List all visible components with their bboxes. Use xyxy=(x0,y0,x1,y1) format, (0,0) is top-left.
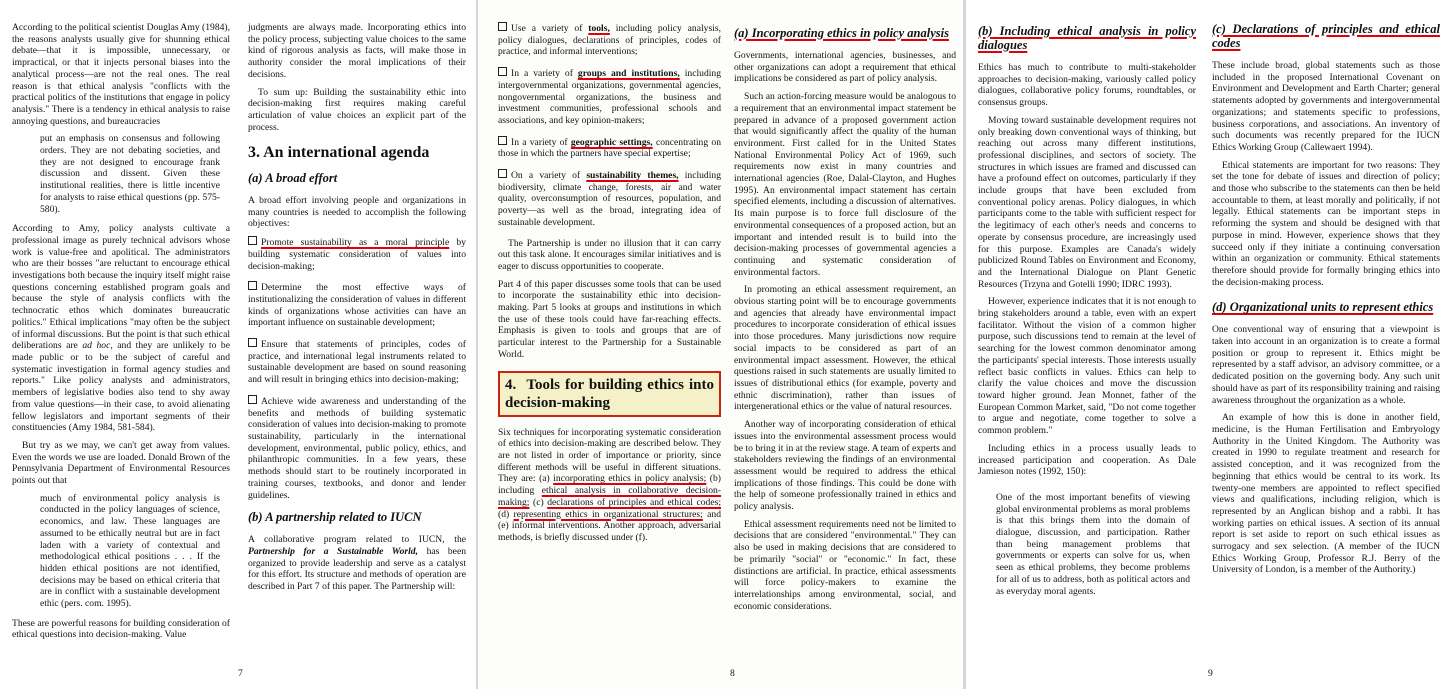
paragraph: Including ethics in a process usually leads to increased participation and cooperation. As Dale Jamieson notes (1992, 150): xyxy=(978,442,1196,478)
section-heading: 3. An international agenda xyxy=(248,144,430,162)
paragraph: In promoting an ethical assessment requirement, an obvious starting point will be to encourage governments and agencies that already have environmental impact procedures to incorporate consideration of ethical issues into those procedures. Many jurisdictions now require social impacts to be considered as part of an environmental impact assessment. However, the ethical questions raised in such statements are usually limited to issues of distributional ethics (for example, poverty and ethnic discrimination), rather than issues of intergenerational ethics or the value of natural resources. xyxy=(734,284,956,413)
paragraph: Moving toward sustainable development requires not only breaking down conventional ways of thinking, but reaching out across many different institutions, professional disciplines, and sectors of society. The structures in which issues are framed and discussed can have a profound effect on outcomes, particularly if they include groups that have been excluded from conventional policy arenas. Policy dialogues, in which participants come to the table with sufficient respect for the legitimacy of each other's needs and concerns to operate by consensus procedure, are increasingly used for this purpose. Examples are Canada's widely publicized Round Tables on Environment and Economy, and the International Dialogue on Plant Genetic Resources (Trzyna and Gotelli 1990; IDRC 1993). xyxy=(978,114,1196,290)
paragraph: One conventional way of ensuring that a viewpoint is taken into account in an organization is to create a formal position or group to represent it. Ethics might be represented by a staff advisor, an advisory committee, or a dedicated position on the governing body. Any such unit should have as part of its responsibility training and raising awareness throughout the organization as a whole. xyxy=(1212,324,1440,406)
checkbox-icon xyxy=(498,22,507,31)
page-7-right-column xyxy=(248,22,466,599)
paragraph: The Partnership is under no illusion that it can carry out this task alone. It encourages similar initiatives and is eager to discuss opportunities to cooperate. xyxy=(498,237,721,272)
paragraph: Such an action-forcing measure would be analogous to a requirement that an environmental impact statement be prepared in advance of a proposed government action that would significantly affect the quality of the human environment. First called for in the United States National Environmental Policy Act of 1969, such requirements now exist in many countries and international agencies (Roe, Dalal-Clayton, and Hughes 1995). An environmental impact statement has certain specified elements, including a discussion of alternatives. Its main purpose is to force full disclosure of the environmental consequences of a proposed action, but an important and intended result is to build into the decision-making processes of governmental agencies a continuing and systematic consideration of environmental factors. xyxy=(734,91,956,278)
checkbox-icon xyxy=(248,236,257,245)
paragraph: judgments are always made. Incorporating ethics into the policy process, subjecting value choices to the same kind of rigorous analysis as facts, will make those in authority consider the moral implications of their decisions. xyxy=(248,22,466,80)
section-number: 4. xyxy=(505,376,517,393)
page-7 xyxy=(0,0,476,689)
paragraph: Ethics has much to contribute to multi-stakeholder approaches to decision-making, variously called policy dialogues, collaborative policy forums, roundtables, or consensus groups. xyxy=(978,62,1196,109)
checkbox-icon xyxy=(498,169,507,178)
paragraph: To sum up: Building the sustainability ethic into decision-making first requires making careful articulation of value choices an explicit part of the process. xyxy=(248,86,466,133)
page-number: 9 xyxy=(1208,668,1213,679)
paragraph: Part 4 of this paper discusses some tools that can be used to incorporate the sustainability ethic into decision-making. Part 5 looks at groups and institutions in which the use of these tools could have far-reaching effects. Emphasis is given to tools and groups that are of particular interest to the Partnership for a Sustainable World. xyxy=(498,278,721,360)
paragraph: A broad effort involving people and organizations in many countries is needed to accomplish the following objectives: xyxy=(248,195,466,230)
checkbox-icon xyxy=(248,338,257,347)
subsection-heading: (d) Organizational units to represent ethics xyxy=(1212,300,1434,315)
block-quote: put an emphasis on consensus and following orders. They are not debating societies, and they are not designed to encourage frank discussion and dissent. Given these institutional realities, there is little incentive for analysts to raise ethical questions (pp. 575-580). xyxy=(40,133,220,215)
subsection-heading: (a) A broad effort xyxy=(248,171,338,186)
section-heading: Tools for building ethics into decision-making xyxy=(505,376,714,411)
objective-item: Promote sustainability as a moral principle by building systematic consideration of values into decision-making; xyxy=(248,237,466,272)
checkbox-icon xyxy=(498,67,507,76)
paragraph: However, experience indicates that it is not enough to bring stakeholders around a table, even with an expert facilitator. Without the vision of a common higher purpose, such discussions tend to remain at the level of searching for the lowest common denominator among the participants' special interests. Those interests usually reflect basic conflicts in values. Ethics can help to clarify the value choices and move the discussion toward higher ground. Jean Monnet, father of the European Common Market, said, "Do not come together to argue and negotiate, come together to solve a common problem." xyxy=(978,296,1196,437)
subsection-heading: (c) Declarations of principles and ethical codes xyxy=(1212,22,1440,50)
page-9 xyxy=(966,0,1456,689)
subsection-heading: (b) Including ethical analysis in policy dialogues xyxy=(978,24,1196,52)
paragraph: A collaborative program related to IUCN, the Partnership for a Sustainable World, has been organized to provide leadership and serve as a catalyst for this effort. Its structure and methods of operation are described in Part 7 of this paper. The Partnership will: xyxy=(248,534,466,593)
page-8-left-column xyxy=(498,22,721,550)
objective-item: In a variety of geographic settings, concentrating on those in which the partners have special expertise; xyxy=(498,136,721,160)
page-number: 7 xyxy=(238,668,243,679)
paragraph: An example of how this is done in another field, medicine, is the Human Fertilisation and Embryology Authority in the United Kingdom. The Authority was created in 1990 to regulate treatment and research for assisted conception, and it was recognized from the beginning that ethics would be central to its work. Its twenty-one members are appointed to reflect specified views and qualifications, including religion, which is represented by an Anglican bishop and a rabbi. It has working parties on ethical issues. A section of its annual report is set aside to report on such ethical issues as surrogacy and sex selection. (A member of the IUCN Ethics Working Group, Professor R.J. Berry of the University of London, is a member of the Authority.) xyxy=(1212,412,1440,576)
paragraph: These are powerful reasons for building consideration of ethical questions into decision-making. Value xyxy=(12,617,230,641)
objective-item: On a variety of sustainability themes, including biodiversity, climate change, forests, air and water quality, overconsumption of resources, population, and poverty—as well as the broad, integrating idea of sustainable development. xyxy=(498,170,721,228)
page-number: 8 xyxy=(730,668,735,679)
paragraph: Governments, international agencies, businesses, and other organizations can adopt a requirement that ethical implications be considered as part of policy analysis. xyxy=(734,50,956,85)
paragraph: Another way of incorporating consideration of ethical issues into the environmental assessment process would be to bring it in at the review stage. A team of experts and stakeholders reviewing the findings of an environmental assessment would be required to address the ethical implications of those findings. This could be done with the help of someone professionally trained in ethics and policy analysis. xyxy=(734,419,956,513)
page-8-right-column xyxy=(734,22,956,618)
page-7-left-column xyxy=(12,22,230,647)
checkbox-icon xyxy=(248,395,257,404)
page-8 xyxy=(478,0,963,689)
page-9-right-column xyxy=(1212,22,1440,582)
block-quote: One of the most important benefits of viewing global environmental problems as moral problems is that this brings them into the domain of dialogue, discussion, and participation. Rather than being management problems that governments or experts can solve for us, when seen as ethical problems, they become problems for all of us to address, both as political actors and as everyday moral agents. xyxy=(996,491,1190,597)
paragraph: Ethical assessment requirements need not be limited to decisions that are considered "environmental." They can also be used in making decisions that are considered to be primarily "social" or "economic." In fact, these distinctions are artificial. In practice, ethical assessments will force policy-makers to examine the interrelationships among environmental, social, and economic considerations. xyxy=(734,518,956,612)
section-heading-box xyxy=(498,371,721,417)
objective-item: Determine the most effective ways of institutionalizing the consideration of values in different kinds of organizations whose activities can have an important influence on sustainable development; xyxy=(248,282,466,329)
objective-item: Use a variety of tools, including policy analysis, policy dialogues, declarations of principles, codes of practice, and informal interventions; xyxy=(498,23,721,58)
objective-item: Ensure that statements of principles, codes of practice, and international legal instruments related to sustainable development are based on sound reasoning and will result in bringing ethics into decision-making; xyxy=(248,339,466,386)
paragraph: According to the political scientist Douglas Amy (1984), the reasons analysts usually give for shunning ethical debate—that it is impossible, unnecessary, or impractical, or that it injects personal biases into the analytical process—are not the real ones. The real reason is that ethical analysis "conflicts with the practical politics of the institutions that engage in policy analysis." There is a tendency in ethical analysis to raise annoying questions, and bureaucracies xyxy=(12,22,230,127)
objective-item: In a variety of groups and institutions, including intergovernmental organizations, governmental agencies, nongovernmental organizations, the business and investment communities, professional schools and associations, and key opinion-makers; xyxy=(498,68,721,126)
checkbox-icon xyxy=(498,136,507,145)
page-9-left-column xyxy=(978,22,1196,605)
paragraph: But try as we may, we can't get away from values. Even the words we use are loaded. Donald Brown of the Pennsylvania Department of Environmental Resources points out that xyxy=(12,439,230,487)
block-quote: much of environmental policy analysis is conducted in the policy languages of science, economics, and law. These languages are assumed to be ethically neutral but are in fact laden with a variety of contextual and methodological ethical positions . . . If the hidden ethical positions are not identified, decisions may be based on ethical criteria that are in conflict with a sustainable development ethic (pers. com. 1995). xyxy=(40,492,220,610)
subsection-heading: (b) A partnership related to IUCN xyxy=(248,510,422,525)
subsection-heading: (a) Incorporating ethics in policy analysis xyxy=(734,26,949,40)
checkbox-icon xyxy=(248,281,257,290)
paragraph: Ethical statements are important for two reasons: They set the tone for debate of issues and direction of policy; and those who subscribe to the statements can then be held accountable to them, at least morally and politically, if not legally. Ethical statements can be important steps in reforming the system and should be designed with that purpose in mind. However, experience shows that they succeed only if they initiate a continuing conversation within an organization or community. Ethical statements therefore should provide for formally bringing ethics into the decision-making process. xyxy=(1212,159,1440,288)
paragraph: Six techniques for incorporating systematic consideration of ethics into decision-making are described below. They are not listed in order of importance or priority, since different methods will be useful in different situations. They are: (a) incorporating ethics in policy analysis; (b) including ethical analysis in collaborative decision-making; (c) declarations of principles and ethical codes; (d) representing ethics in organizational structures; and (e) informal interventions. Another approach, adversarial methods, is briefly discussed under (f). xyxy=(498,426,722,543)
paragraph: According to Amy, policy analysts cultivate a professional image as purely technical advisors whose work is value-free and apolitical. The administrators who are their bosses "are reluctant to encourage ethical investigations both because the inquiry itself might raise questions concerning established program goals and because the style of analysis conflicts with the technocratic ethos which dominates bureaucratic politics." Ethical implications "may often be the subject of informal discussions. But the point is that such ethical deliberations are ad hoc, and they are unlikely to be made public or to be the subject of careful and systematic investigation in formal agency studies and reports." Like policy analysts and administrators, members of legislative bodies also tend to shy away from value questions—in their case, to avoid alienating fellow legislators and important segments of their constituencies (Amy 1984, 581-584). xyxy=(12,223,230,434)
objective-item: Achieve wide awareness and understanding of the benefits and methods of building systematic consideration of values into decision-making to promote sustainability, particularly in the international development, environmental, public policy, ethics, and philanthropic communities. In a few years, these methods should start to be routinely incorporated in training courses, textbooks, and donor and lender guidelines. xyxy=(248,395,466,501)
paragraph: These include broad, global statements such as those included in the proposed International Covenant on Environment and Development and Earth Charter; general statements adopted by governments and intergovernmental organizations; and statements specific to professions, business corporations, and associations. An inventory of such documents was recently prepared for the IUCN Ethics Working Group (Callewaert 1994). xyxy=(1212,60,1440,153)
